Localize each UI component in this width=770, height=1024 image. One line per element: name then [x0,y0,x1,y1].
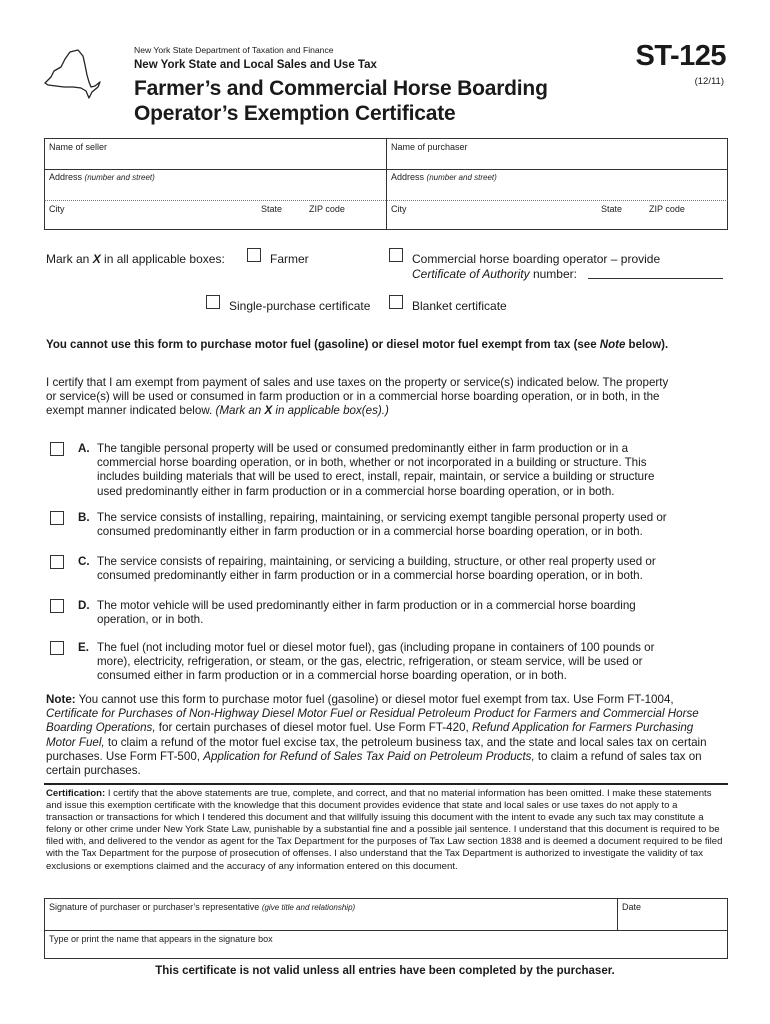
date-label: Date [622,902,642,912]
item-a-text [97,442,737,499]
blanket-label: Blanket certificate [412,299,507,313]
mark-prompt-prefix: Mark an [46,252,93,266]
item-c-line: consumed predominantly either in farm production or in a commercial horse boarding operation, or in both. [97,569,643,583]
note-text-3: to claim a refund of the motor fuel excise tax, the petroleum business tax, and the state and local sales tax on certain purchases. Use Form FT-500, [46,735,707,763]
new-york-state-map-icon [42,47,102,99]
certify-line-2: or service(s) will be used or consumed in farm production or in a commercial horse boarding operation, or in both, in the [46,390,660,403]
seller-state-label: State [261,204,283,214]
certification-paragraph [46,788,726,873]
mark-prompt-x: X [92,252,101,266]
item-e-line: The fuel (not including motor fuel or diesel motor fuel), gas (including propane in containers of 100 pounds or [97,641,655,654]
form-title [134,76,548,126]
horse-boarding-line-1: Commercial horse boarding operator – provide [412,252,661,266]
motor-fuel-warning [46,339,668,351]
mark-prompt [46,252,225,266]
certify-line-3 [46,404,736,418]
item-a-line: used predominantly either in farm production or in a commercial horse boarding operation, or in both. [97,484,615,498]
item-e-line: consumed either in farm production or in a commercial horse boarding operation, or in both. [97,669,567,683]
purchaser-state-label: State [601,204,623,214]
certify-line-3-italic-a: (Mark an [215,404,265,417]
item-d-checkbox[interactable] [50,599,64,613]
item-e-text [97,641,737,684]
single-purchase-checkbox[interactable] [206,295,220,309]
item-a-checkbox[interactable] [50,442,64,456]
form-revision: (12/11) [694,76,724,87]
blanket-checkbox[interactable] [389,295,403,309]
purchaser-address-field[interactable] [386,169,728,201]
purchaser-zip-label: ZIP code [649,204,685,214]
certification-divider [44,783,728,785]
signature-hint: (give title and relationship) [261,903,356,912]
item-d-line: The motor vehicle will be used predominantly either in farm production or in a commercial horse boarding [97,599,636,612]
form-title-line-2: Operator’s Exemption Certificate [134,102,456,125]
note-paragraph [46,693,726,778]
validity-footer: This certificate is not valid unless all entries have been completed by the purchaser. [155,965,615,977]
horse-boarding-checkbox[interactable] [389,248,403,262]
item-b-checkbox[interactable] [50,511,64,525]
horse-boarding-number-text: number: [529,267,577,281]
purchaser-address-label-text: Address [391,172,425,182]
form-number: ST-125 [635,40,726,72]
purchaser-city-label: City [391,204,407,214]
certificate-of-authority-text: Certificate of Authority [412,267,530,281]
certify-paragraph [46,376,736,418]
item-a-letter: A. [78,442,90,455]
mark-prompt-suffix: in all applicable boxes: [100,252,225,266]
item-c-text [97,555,737,583]
item-d-letter: D. [78,599,90,612]
warning-note-word: Note [599,339,626,351]
certification-label: Certification: [46,788,106,799]
farmer-checkbox[interactable] [247,248,261,262]
signature-label [49,902,355,912]
item-b-line: consumed predominantly either in farm production or in a commercial horse boarding operation, or in both. [97,525,643,539]
purchaser-name-label: Name of purchaser [391,142,468,152]
warning-suffix: below). [625,339,669,351]
purchaser-address-label [391,172,497,182]
item-c-checkbox[interactable] [50,555,64,569]
seller-city-label: City [49,204,65,214]
item-b-letter: B. [78,511,90,524]
item-b-text [97,511,737,539]
certify-line-1: I certify that I am exempt from payment of sales and use taxes on the property or service(s) indicated below. The property [46,376,669,389]
seller-address-label [49,172,155,182]
item-c-line: The service consists of repairing, maintaining, or servicing a building, structure, or other real property used or [97,555,656,568]
item-a-line: The tangible personal property will be used or consumed predominantly either in farm production or in a [97,442,629,455]
certify-line-3-x: X [264,404,273,417]
purchaser-name-field[interactable] [386,138,728,170]
seller-zip-label: ZIP code [309,204,345,214]
item-e-checkbox[interactable] [50,641,64,655]
seller-city-row[interactable] [44,201,386,230]
printed-name-field[interactable] [44,930,728,959]
printed-name-label: Type or print the name that appears in the signature box [49,934,273,944]
note-form-ft500-title: Application for Refund of Sales Tax Paid on Petroleum Products, [203,749,535,763]
item-a-line: commercial horse boarding operation, or in both, whether or not incorporated in a building or structure. This [97,456,647,470]
party-block [44,138,728,230]
note-text-4: to claim a refund of sales tax on certain purchases. [46,749,702,778]
certificate-of-authority-input[interactable] [588,278,723,279]
item-d-text [97,599,737,627]
item-c-letter: C. [78,555,90,568]
certification-text: I certify that the above statements are true, complete, and correct, and that no material information has been omitted. I make these statements and issue this exemption certificate with the knowledge that this document provides evidence that state and local sales or use taxes do not apply to a transaction or transactions for which I tendered this document and that willfully issuing this document with the intent to evade any such tax may constitute a felony or other crime under New York State Law, punishable by a substantial fine and a possible jail sentence. I understand that this document is required to be filed with, and delivered to the vendor as agent for the Tax Department for the purposes of Tax Law section 1838 and is deemed a document required to be filed with the Tax Department for the purpose of prosecution of offenses. I also understand that the Tax Department is authorized to investigate the validity of tax exclusions or exemptions claimed and the accuracy of any information entered on this document. [46,788,723,872]
seller-address-label-text: Address [49,172,83,182]
item-e-letter: E. [78,641,89,654]
purchaser-city-row[interactable] [386,201,728,230]
signature-field[interactable] [44,898,618,931]
warning-prefix: You cannot use this form to purchase motor fuel (gasoline) or diesel motor fuel exempt from tax (see [46,339,600,351]
form-title-line-1: Farmer’s and Commercial Horse Boarding [134,77,548,100]
certify-line-3-italic-b: in applicable box(es).) [272,404,389,417]
item-d-line: operation, or in both. [97,613,204,627]
certify-line-3-plain: exempt manner indicated below. [46,404,216,417]
item-e-line: more), electricity, refrigeration, or steam, or the gas, electric, refrigeration, or steam service, will be used or [97,655,643,669]
form-subtitle: New York State and Local Sales and Use Tax [134,59,377,71]
seller-address-hint: (number and street) [84,173,155,182]
note-form-ft1004-title: Certificate for Purchases of Non-Highway Diesel Motor Fuel or Residual Petroleum Product for Farmers and Commercial Horse Boarding Operations, [46,707,699,735]
item-b-line: The service consists of installing, repairing, maintaining, or servicing exempt tangible personal property used or [97,511,667,524]
single-purchase-label: Single-purchase certificate [229,299,371,313]
note-text-1: You cannot use this form to purchase motor fuel (gasoline) or diesel motor fuel exempt from tax. Use Form FT-1004, [75,693,674,706]
signature-label-text: Signature of purchaser or purchaser’s representative [49,902,260,912]
purchaser-address-hint: (number and street) [426,173,497,182]
item-a-line: includes building materials that will be used to erect, install, repair, maintain, or service a building or structure [97,470,655,484]
horse-boarding-line-2 [412,267,660,282]
note-form-ft420-title: Refund Application for Farmers Purchasing Motor Fuel, [46,721,694,749]
farmer-label: Farmer [270,252,309,266]
department-name: New York State Department of Taxation and Finance [134,45,334,55]
seller-name-field[interactable] [44,138,386,170]
note-label: Note: [46,693,76,706]
seller-name-label: Name of seller [49,142,108,152]
date-field[interactable] [617,898,728,931]
seller-address-field[interactable] [44,169,386,201]
note-text-2: for certain purchases of diesel motor fuel. Use Form FT-420, [155,721,472,735]
